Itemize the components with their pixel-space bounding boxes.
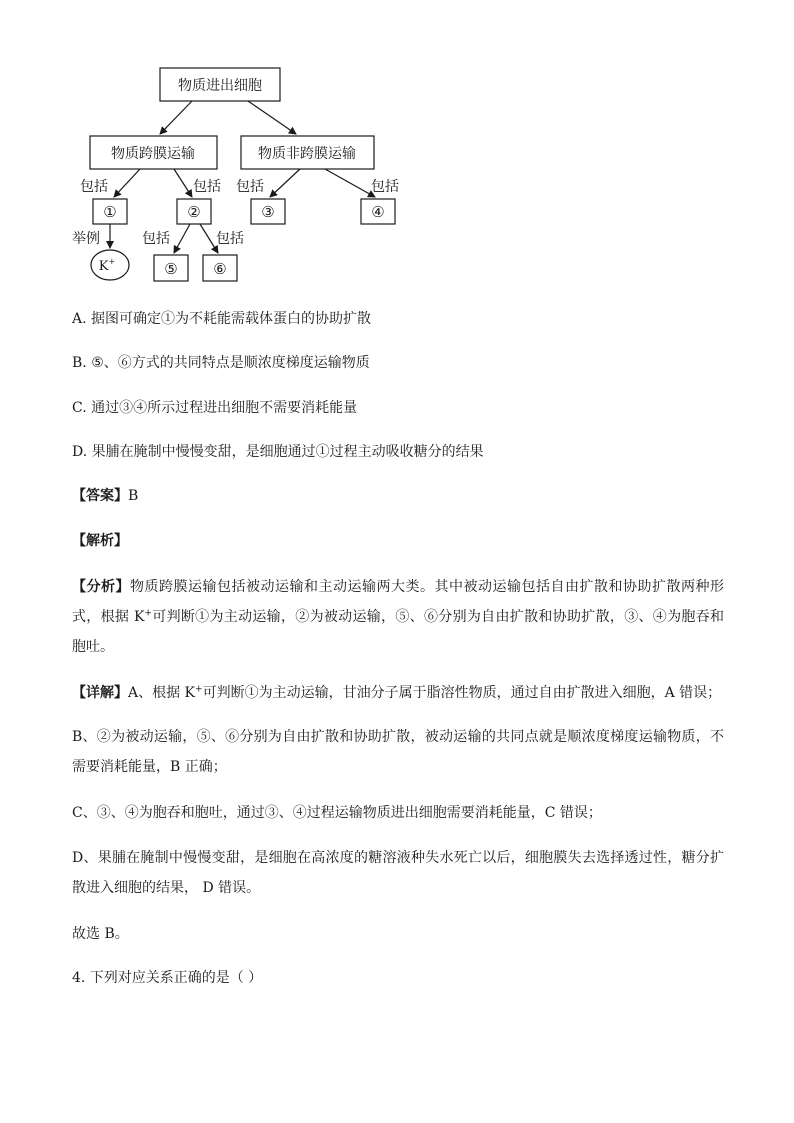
xiangjie-c: C、③、④为胞吞和胞吐，通过③、④过程运输物质进出细胞需要消耗能量，C 错误； bbox=[72, 805, 602, 821]
next-question: 4. 下列对应关系正确的是（ ） bbox=[72, 970, 263, 986]
node-4-label: ④ bbox=[371, 203, 385, 221]
node-1-label: ① bbox=[103, 203, 117, 221]
xiangjie-a bbox=[72, 678, 724, 708]
option-a: A. 据图可确定①为不耗能需载体蛋白的协助扩散 bbox=[72, 311, 372, 327]
fenxi-text-2: 可判断①为主动运输，②为被动运输，⑤、⑥分别为自由扩散和协助扩散，③、④为胞吞和胞吐。 bbox=[72, 609, 724, 655]
potassium-label: K+ bbox=[98, 257, 116, 274]
left-node-label: 物质跨膜运输 bbox=[111, 146, 195, 162]
option-c: C. 通过③④所示过程进出细胞不需要消耗能量 bbox=[72, 400, 358, 416]
node-5-label: ⑤ bbox=[164, 260, 178, 278]
xiangjie-b: B、②为被动运输，⑤、⑥分别为自由扩散和协助扩散，被动运输的共同点就是顺浓度梯度运输物质，不需要消耗能量，B 正确； bbox=[72, 729, 724, 775]
fenxi-label: 【分析】 bbox=[72, 579, 130, 595]
xiangjie-label: 【详解】 bbox=[72, 685, 128, 701]
xiangjie-a-text-2: 可判断①为主动运输，甘油分子属于脂溶性物质，通过自由扩散进入细胞，A 错误； bbox=[202, 685, 722, 701]
edge-label-left-1: 包括 bbox=[80, 179, 108, 195]
xiangjie-d: D、果脯在腌制中慢慢变甜，是细胞在高浓度的糖溶液种失水死亡以后，细胞膜失去选择透过性，糖分扩散进入细胞的结果， D 错误。 bbox=[72, 850, 724, 896]
node-6-label: ⑥ bbox=[213, 260, 227, 278]
answer-label: 【答案】 bbox=[72, 488, 128, 504]
transport-concept-diagram bbox=[0, 0, 794, 300]
conclusion: 故选 B。 bbox=[72, 926, 129, 942]
edge-label-right-4: 包括 bbox=[371, 179, 399, 195]
fenxi-text-1: 物质跨膜运输包括被动运输和主动运输两大类。其中被动运输包括自由扩散和协助扩散两种形式，根据 K bbox=[72, 579, 724, 625]
answer-value: B bbox=[128, 488, 139, 504]
fenxi-paragraph bbox=[72, 572, 724, 662]
edge-label-left-2: 包括 bbox=[193, 179, 221, 195]
arrow-right-4 bbox=[325, 169, 375, 197]
example-label: 举例 bbox=[72, 231, 100, 247]
xiangjie-a-text-1: A、根据 K bbox=[128, 685, 196, 701]
answer-line bbox=[72, 484, 138, 508]
fenxi-sup: + bbox=[144, 608, 152, 619]
xiangjie-sup: + bbox=[195, 684, 203, 695]
analysis-label: 【解析】 bbox=[72, 533, 128, 549]
arrow-root-right bbox=[248, 101, 296, 134]
arrow-right-3 bbox=[270, 169, 300, 197]
arrow-left-2 bbox=[174, 169, 192, 197]
arrow-root-left bbox=[160, 101, 192, 134]
arrow-2-5 bbox=[174, 224, 190, 253]
option-d: D. 果脯在腌制中慢慢变甜，是细胞通过①过程主动吸收糖分的结果 bbox=[72, 444, 484, 460]
edge-label-right-3: 包括 bbox=[236, 179, 264, 195]
option-b: B. ⑤、⑥方式的共同特点是顺浓度梯度运输物质 bbox=[72, 355, 370, 371]
right-node-label: 物质非跨膜运输 bbox=[258, 146, 356, 162]
node-2-label: ② bbox=[187, 203, 201, 221]
root-label: 物质进出细胞 bbox=[178, 78, 262, 94]
node-3-label: ③ bbox=[261, 203, 275, 221]
edge-label-2-5: 包括 bbox=[142, 231, 170, 247]
arrow-left-1 bbox=[114, 169, 140, 197]
edge-label-2-6: 包括 bbox=[216, 231, 244, 247]
